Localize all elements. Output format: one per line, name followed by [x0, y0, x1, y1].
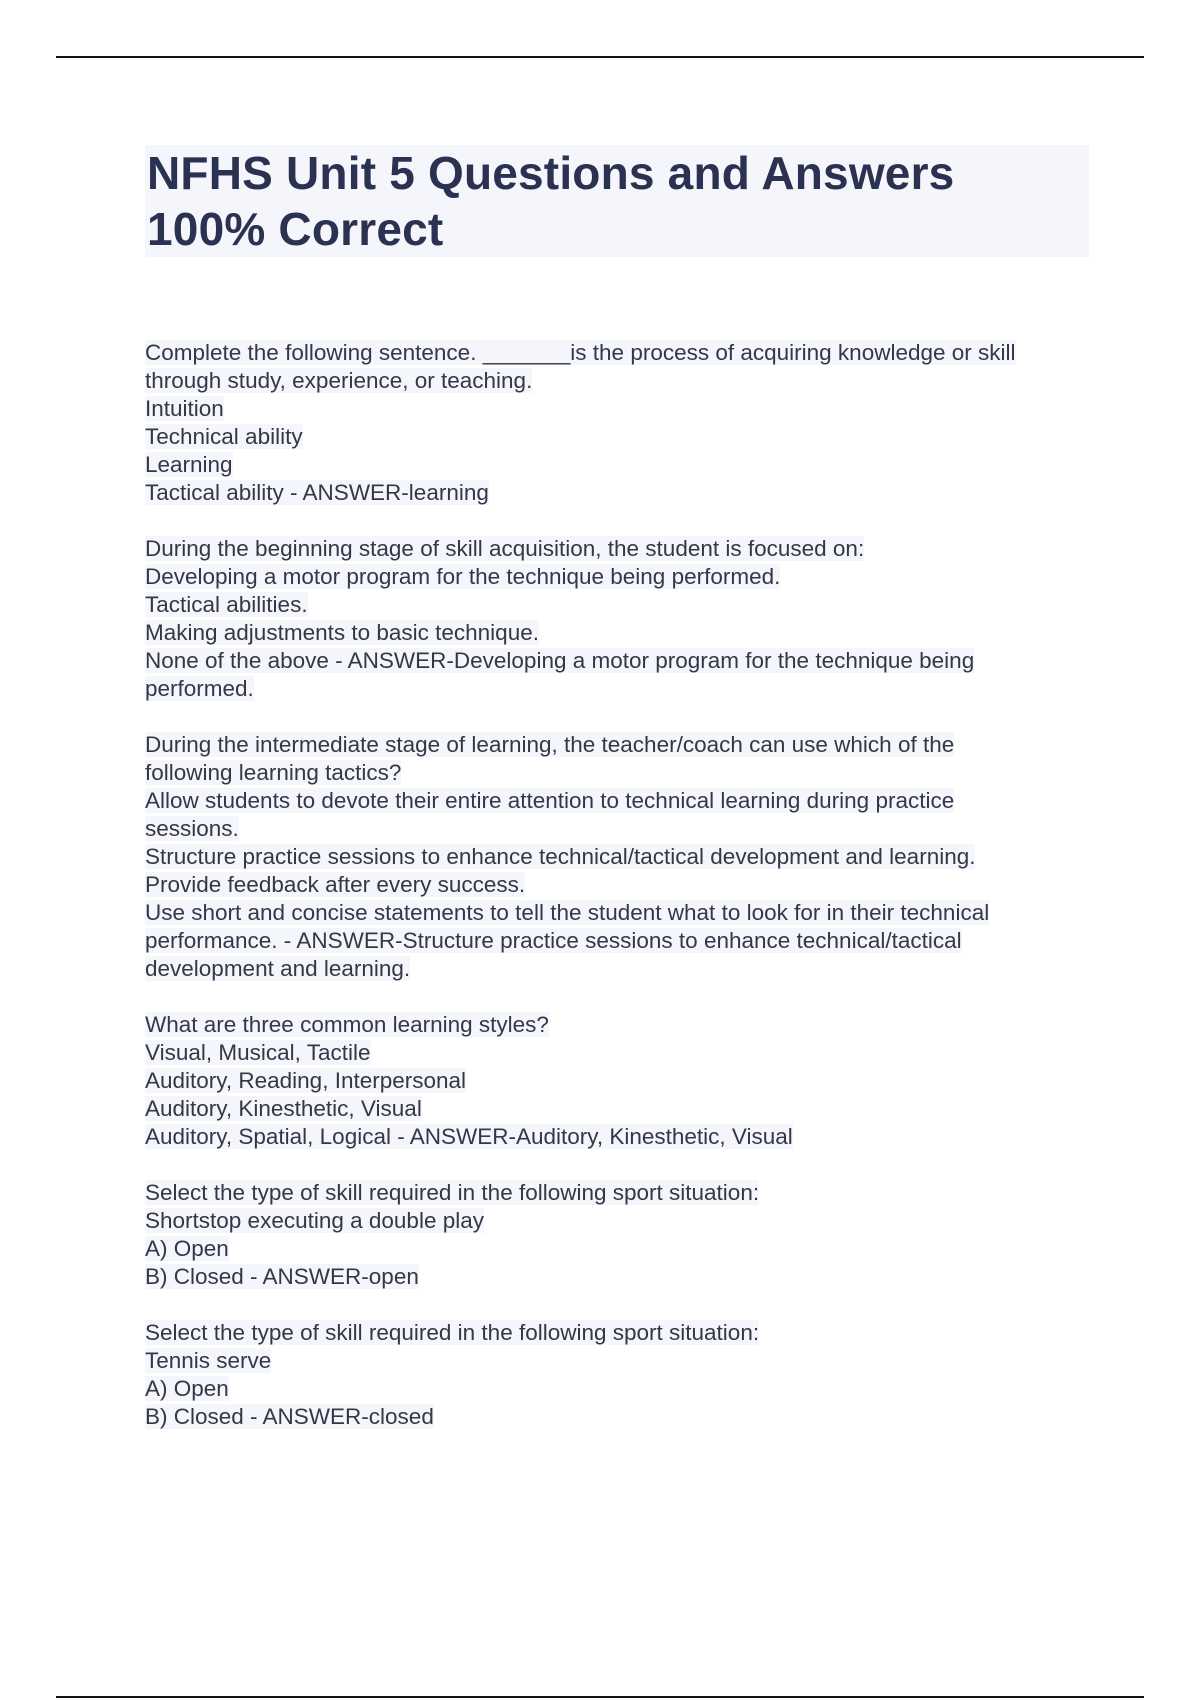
line-text: A) Open — [145, 1376, 229, 1401]
line-text: Tennis serve — [145, 1348, 272, 1373]
line-text: What are three common learning styles? — [145, 1012, 549, 1037]
question-line — [145, 843, 1089, 871]
line-text: Auditory, Spatial, Logical - ANSWER-Auditory, Kinesthetic, Visual — [145, 1124, 793, 1149]
question-line — [145, 367, 1089, 395]
line-text: A) Open — [145, 1236, 229, 1261]
question-block — [145, 731, 1089, 983]
question-line — [145, 759, 1089, 787]
line-text: Tactical ability - ANSWER-learning — [145, 480, 489, 505]
question-line — [145, 1039, 1089, 1067]
question-line — [145, 591, 1089, 619]
question-line — [145, 815, 1089, 843]
question-line — [145, 787, 1089, 815]
line-text: Learning — [145, 452, 233, 477]
question-line — [145, 423, 1089, 451]
question-line — [145, 647, 1089, 675]
title-block — [145, 145, 1089, 257]
question-line — [145, 1403, 1089, 1431]
question-line — [145, 871, 1089, 899]
line-text: Provide feedback after every success. — [145, 872, 526, 897]
line-text: Structure practice sessions to enhance technical/tactical development and learning. — [145, 844, 976, 869]
line-text: performed. — [145, 676, 254, 701]
line-text: Technical ability — [145, 424, 303, 449]
question-line — [145, 1235, 1089, 1263]
question-line — [145, 1095, 1089, 1123]
question-line — [145, 675, 1089, 703]
line-text: Developing a motor program for the technique being performed. — [145, 564, 781, 589]
line-text: Allow students to devote their entire attention to technical learning during practice — [145, 788, 955, 813]
question-line — [145, 1375, 1089, 1403]
line-text: Tactical abilities. — [145, 592, 308, 617]
line-text: During the intermediate stage of learning, the teacher/coach can use which of the — [145, 732, 955, 757]
line-text: Select the type of skill required in the following sport situation: — [145, 1320, 760, 1345]
line-text: development and learning. — [145, 956, 411, 981]
question-text — [145, 339, 1089, 367]
line-text: sessions. — [145, 816, 239, 841]
title-line-1: NFHS Unit 5 Questions and Answers — [147, 147, 955, 199]
question-list — [145, 339, 1089, 1459]
line-text: B) Closed - ANSWER-open — [145, 1264, 419, 1289]
question-line — [145, 927, 1089, 955]
question-line — [145, 1207, 1089, 1235]
document-title — [147, 145, 1089, 257]
question-block — [145, 339, 1089, 507]
line-text: Shortstop executing a double play — [145, 1208, 484, 1233]
line-text: B) Closed - ANSWER-closed — [145, 1404, 434, 1429]
question-text — [145, 1011, 1089, 1039]
line-text: following learning tactics? — [145, 760, 402, 785]
title-line-2: 100% Correct — [147, 203, 444, 255]
question-block — [145, 1179, 1089, 1291]
line-text: During the beginning stage of skill acquisition, the student is focused on: — [145, 536, 865, 561]
line-text: Making adjustments to basic technique. — [145, 620, 539, 645]
question-line — [145, 899, 1089, 927]
line-text: Select the type of skill required in the following sport situation: — [145, 1180, 760, 1205]
question-line — [145, 619, 1089, 647]
line-text: None of the above - ANSWER-Developing a motor program for the technique being — [145, 648, 975, 673]
question-block — [145, 1319, 1089, 1431]
line-text: Visual, Musical, Tactile — [145, 1040, 371, 1065]
question-text — [145, 535, 1089, 563]
question-line — [145, 395, 1089, 423]
line-text: performance. - ANSWER-Structure practice sessions to enhance technical/tactical — [145, 928, 962, 953]
line-text: through study, experience, or teaching. — [145, 368, 533, 393]
question-text — [145, 1179, 1089, 1207]
question-line — [145, 955, 1089, 983]
question-line — [145, 1347, 1089, 1375]
header-rule — [56, 56, 1144, 58]
question-text — [145, 731, 1089, 759]
line-text: Use short and concise statements to tell the student what to look for in their technical — [145, 900, 990, 925]
line-text: Intuition — [145, 396, 224, 421]
line-text: Complete the following sentence. _______is the process of acquiring knowledge or skill — [145, 340, 1016, 365]
question-line — [145, 563, 1089, 591]
question-line — [145, 479, 1089, 507]
footer-rule — [56, 1696, 1144, 1698]
question-line — [145, 1123, 1089, 1151]
question-line — [145, 451, 1089, 479]
question-block — [145, 535, 1089, 703]
line-text: Auditory, Kinesthetic, Visual — [145, 1096, 422, 1121]
question-line — [145, 1067, 1089, 1095]
question-text — [145, 1319, 1089, 1347]
line-text: Auditory, Reading, Interpersonal — [145, 1068, 467, 1093]
question-block — [145, 1011, 1089, 1151]
question-line — [145, 1263, 1089, 1291]
